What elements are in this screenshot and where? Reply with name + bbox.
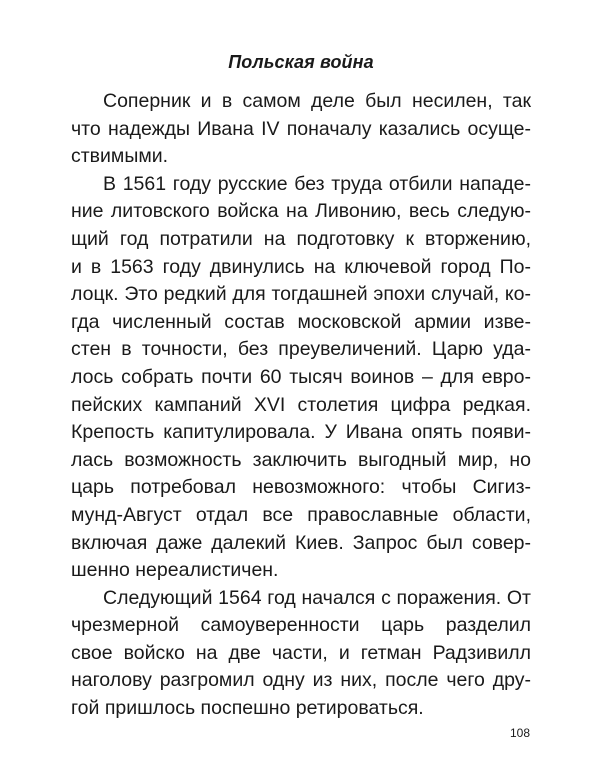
page-number: 108 — [509, 726, 530, 740]
text-line: гой пришлось поспешно ретироваться. — [71, 697, 424, 720]
text-line: Крепость капитулировала. У Ивана опять появи- — [71, 421, 531, 444]
text-line: щий год потратили на подготовку к вторжению, — [71, 227, 531, 250]
text-line: лоцк. Это редкий для тогдашней эпохи случай, ко- — [71, 283, 531, 306]
text-line: лась возможность заключить выгодный мир, но — [71, 448, 531, 471]
page-body — [71, 50, 531, 723]
text-line: шенно нереалистичен. — [71, 559, 279, 582]
text-line: Соперник и в самом деле был несилен, так — [103, 90, 531, 112]
text-line: стен в точности, без преувеличений. Царю уда- — [71, 338, 531, 361]
text-line: что надежды Ивана IV поначалу казались осуще- — [71, 117, 531, 140]
text-line: включая даже далекий Киев. Запрос был совер- — [71, 531, 531, 554]
text-line: пейских кампаний XVI столетия цифра редкая. — [71, 393, 531, 416]
paragraph-2 — [71, 171, 531, 585]
text-line: и в 1563 году двинулись на ключевой город По- — [71, 255, 531, 278]
text-line: гда численный состав московской армии изве- — [71, 310, 531, 333]
text-line: лось собрать почти 60 тысяч воинов – для евро- — [71, 365, 531, 388]
text-line: мунд-Август отдал все православные области, — [71, 503, 531, 526]
section-heading: Польская война — [228, 52, 374, 72]
text-line: ствимыми. — [71, 145, 169, 168]
text-line: чрезмерной самоуверенности царь разделил — [71, 614, 531, 637]
text-line: Следующий 1564 год начался с поражения. От — [103, 586, 531, 609]
paragraph-1 — [71, 88, 531, 171]
text-line: В 1561 году русские без труда отбили нападе- — [103, 172, 531, 195]
paragraph-3 — [71, 585, 531, 723]
text-line: царь потребовал невозможного: чтобы Сигиз- — [71, 476, 531, 499]
text-line: ние литовского войска на Ливонию, весь следую- — [71, 200, 531, 223]
text-line: свое войско на две части, и гетман Радзивилл — [71, 641, 531, 664]
text-line: наголову разгромил одну из них, после чего дру- — [71, 669, 531, 692]
